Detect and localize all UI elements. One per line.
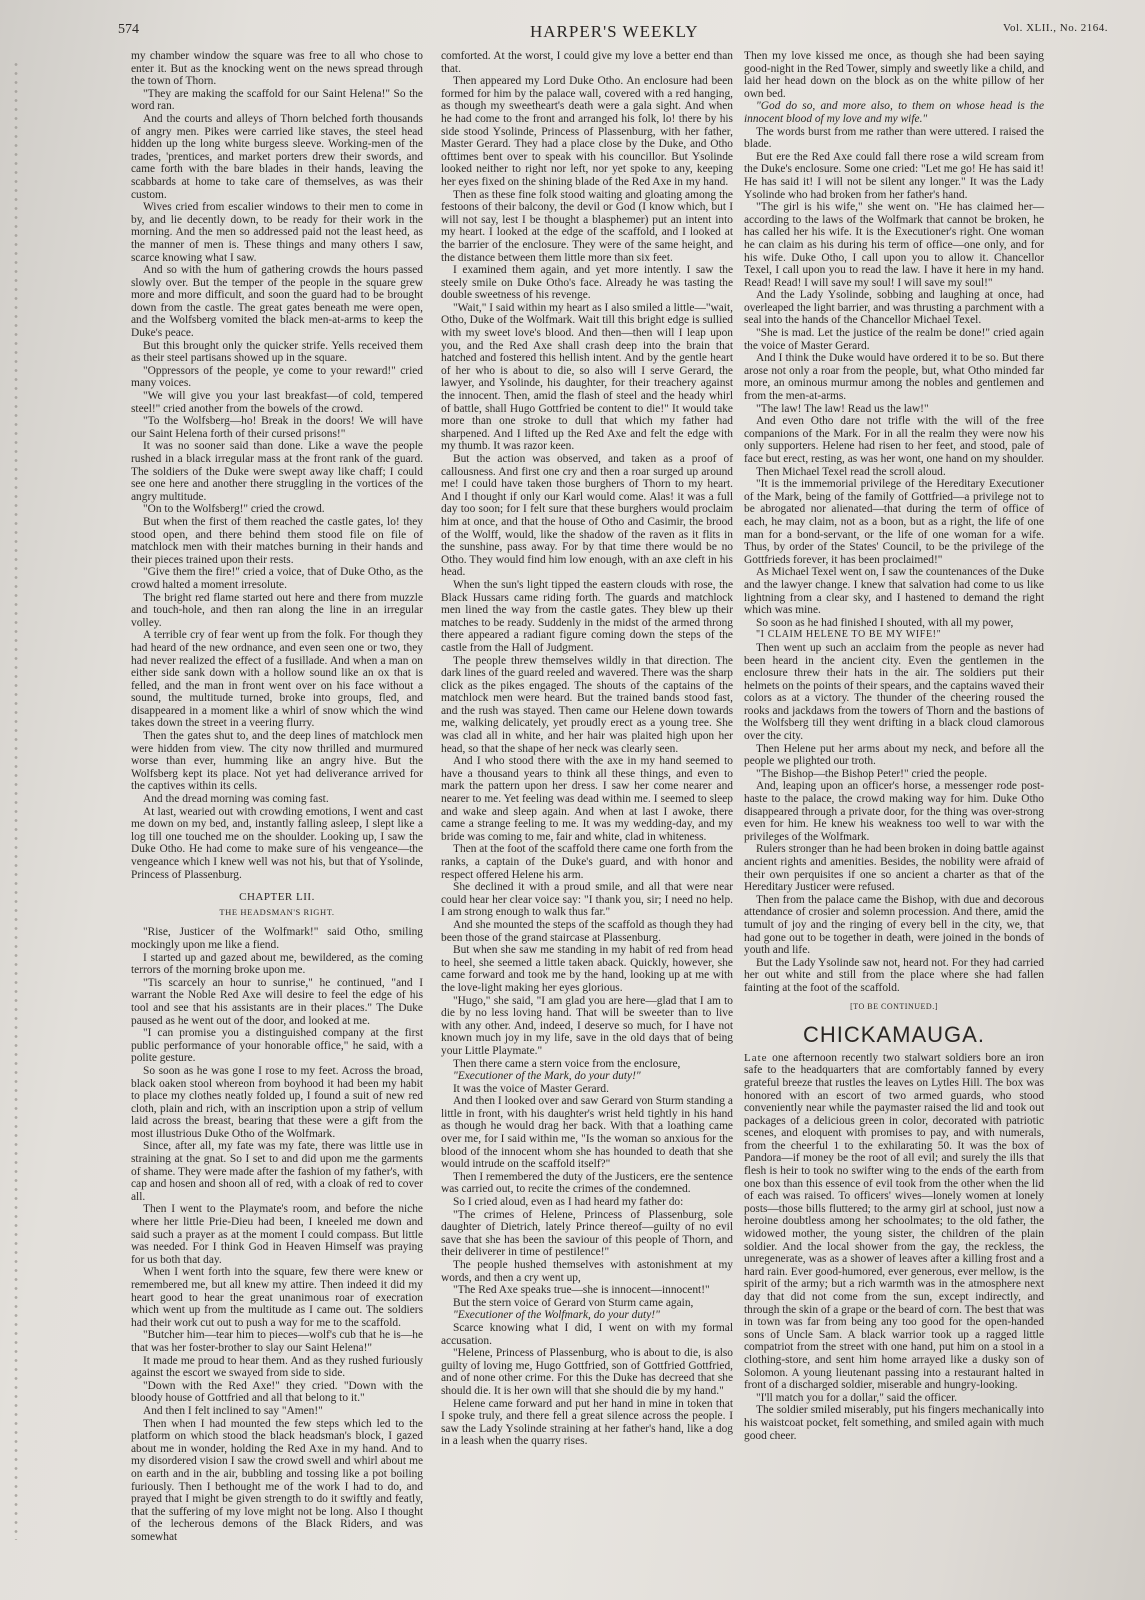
paragraph: So I cried aloud, even as I had heard my father do:	[453, 1196, 684, 1209]
chapter-heading: CHAPTER LII.	[239, 891, 315, 904]
paragraph: And then I felt inclined to say "Amen!"	[143, 1404, 323, 1417]
paragraph: And she mounted the steps of the scaffold as though they had been those of the grand staircase at Plassenburg.	[441, 918, 733, 944]
paragraph: "The girl is his wife," she went on. "He has claimed her—according to the laws of the Wolfmark that cannot be broken, he has called her his wife. It is the Executioner's right. One woman he can claim as his during his term of office—one only, and for his wife. Duke Otho, I call upon you to allow it. Chancellor Texel, I call upon you to read the law. I have it here in my hand. Read! Read! I will save my soul! I will save my soul!"	[744, 201, 1044, 289]
paragraph: A terrible cry of fear went up from the folk. For though they had heard of the new ordnance, and even seen one or two, they had never realized the effect of a fusillade. And when a man on either side sank down with a hollow sound like an ox that is felled, and the man in front went over on his face without a sound, the multitude turned, broke into groups, fled, and disappeared in a moment like a whirl of snow which the wind takes down the street in a veering flurry.	[131, 629, 423, 730]
paragraph-body: one afternoon recently two stalwart soldiers bore an iron safe to the headquarters that are comfortably fanned by every grateful breeze that rustles the leaves on Lytles Hill. The box was honored with an escort of two armed guards, who stood conveniently near while the paymaster raised the lid and took out packages of a delicious green in color, decorated with patriotic scenes, and eloquent with promises to pay, and with numerals, from the cheerful 1 to the exhilarating 50. It was the box of Pandora—if money be the root of all evil; and surely the ills that flesh is heir to took no swifter wing to the ends of the earth from one box than this essence of evil took from the other when the lid of each was raised. To officers' wives—lonely women at lonely posts—those bills fluttered; to the army girl at school, just now a heroine doubtless among her schoolmates; to the old father, the widowed mother, the young sister, the children of the plain soldier. And the local shower from the gay, the reckless, the unregenerate, was as a shower of leaves after a killing frost and a hard rain. Ever good-humored, ever generous, ever mellow, is the spirit of the army; but a rich warmth was in the atmosphere next day that did not come from the sun, except indirectly, and through the skin of a grape or the beard of corn. The best that was in town was far from being any too good for the open-handed sons of Uncle Sam. A black warrior took up a ragged little compatriot from the street with one hand, put him on a stool in a clothing-store, and sent him home arrayed like a dusky son of Solomon. A young lieutenant passing into a restaurant halted in front of a discharged soldier, miserable and hungry-looking.	[744, 1051, 1044, 1392]
paragraph: As Michael Texel went on, I saw the countenances of the Duke and the lawyer change. I knew that salvation had come to us like lightning from a clear sky, and I hastened to demand the right which was mine.	[744, 566, 1044, 617]
article-title: CHICKAMAUGA.	[803, 1022, 985, 1048]
paragraph: "Helene, Princess of Plassenburg, who is about to die, is also guilty of loving me, Hugo Gottfried, son of Gottfried Gottfried, and of none other crime. For this the Duke has decreed that she should die. It is her own will that she should die by my hand."	[441, 1347, 733, 1397]
paragraph: Then at the foot of the scaffold there came one forth from the ranks, a captain of the Duke's guard, and with honor and respect offered Helene his arm.	[441, 843, 733, 881]
paragraph: "Oppressors of the people, ye come to your reward!" cried many voices.	[131, 364, 423, 390]
paragraph: "The crimes of Helene, Princess of Plassenburg, sole daughter of Dietrich, lately Prince thereof—guilty of no evil save that she has been the saviour of this people of Thorn, and their deliverer in time of pestilence!"	[441, 1208, 733, 1259]
paragraph: "She is mad. Let the justice of the realm be done!" cried again the voice of Master Gerard.	[744, 327, 1044, 352]
paragraph: She declined it with a proud smile, and all that were near could hear her clear voice say: "I thank you, sir; I need no help. I am strong enough to walk thus far."	[441, 881, 733, 919]
paragraph: Helene came forward and put her hand in mine in token that I spoke truly, and there fell a great silence across the people. I saw the Lady Ysolinde straining at her father's hand, like a dog in a leash when the quarry rises.	[441, 1397, 733, 1448]
paragraph: "The Red Axe speaks true—she is innocent—innocent!"	[453, 1284, 710, 1297]
paragraph: "Down with the Red Axe!" they cried. "Down with the bloody house of Gottfried and all that belong to it."	[131, 1379, 423, 1405]
paragraph: It was the voice of Master Gerard.	[453, 1082, 609, 1095]
text-column-3	[744, 50, 1044, 1442]
page-header	[118, 22, 1118, 50]
paragraph: "To the Wolfsberg—ho! Break in the doors! We will have our Saint Helena forth of their cursed prisons!"	[131, 415, 423, 440]
paragraph: But the stern voice of Gerard von Sturm came again,	[453, 1296, 694, 1309]
paragraph: And I who stood there with the axe in my hand seemed to have a thousand years to think all these things, and even to mark the pattern upon her dress. I saw her come nearer and nearer to me. Yet feeling was dead within me. I seemed to sleep and wake and sleep again. And when at last I awoke, there came a strange feeling to me. It was my wedding-day, and my bride was coming to me, fair and white, clad in whiteness.	[441, 755, 733, 843]
paragraph: "Wait," I said within my heart as I also smiled a little—"wait, Otho, Duke of the Wolfmark. Wait till this bright edge is sullied with my sweet love's blood. And then—then will I leap upon you, and the Red Axe shall crash deep into the brain that hatched and fostered this hellish intent. And by the gentle heart of her who is about to die, so also will I serve Gerard, the lawyer, and Ysolinde, his daughter, for their treachery against the innocent. Then, amid the flash of steel and the heady whirl of battle, shall Hugo Gottfried be content to die!" It would take more than one stroke to dull that which my father had sharpened. And I lifted up the Red Axe and felt the edge with my thumb. It was razor keen.	[441, 301, 733, 453]
paragraph: The soldier smiled miserably, put his fingers mechanically into his waistcoat pocket, felt something, and smiled again with much good cheer.	[744, 1404, 1044, 1442]
italic-quote: "Executioner of the Mark, do your duty!"	[453, 1070, 641, 1083]
small-caps-line: "I CLAIM HELENE TO BE MY WIFE!"	[756, 629, 942, 641]
paragraph: Then there came a stern voice from the enclosure,	[453, 1057, 681, 1070]
paragraph: "I can promise you a distinguished company at the first public performance of your honorable office," he said, with a polite gesture.	[131, 1027, 423, 1065]
paragraph: And even Otho dare not trifle with the will of the free companions of the Mark. For in all the realm they were now his only supporters. Helene had risen to her feet, and stood, pale of face but erect, resting, as was her wont, one hand on my shoulder.	[744, 415, 1044, 465]
paragraph: Then Helene put her arms about my neck, and before all the people we plighted our troth.	[744, 742, 1044, 768]
text-column-1	[131, 50, 423, 1543]
paragraph: But this brought only the quicker strife. Yells received them as their steel partisans showed up in the square.	[131, 339, 423, 365]
to-be-continued-note: [TO BE CONTINUED.]	[850, 1001, 938, 1011]
paragraph: "It is the immemorial privilege of the Hereditary Executioner of the Mark, being of the family of Gottfried—a privilege not to be abrogated nor alienated—that during the term of office of each, he may claim, not as a boon, but as a right, the life of one man for a bond-servant, or the life of one woman for a wife. Thus, by order of the States' Council, to be the privilege of the Gottfrieds forever, it has been proclaimed!"	[744, 478, 1044, 566]
paragraph: It was no sooner said than done. Like a wave the people rushed in a black irregular mass at the front rank of the guard. The soldiers of the Duke were swept away like chaff; I could see one here and another there struggling in the vortices of the angry multitude.	[131, 440, 423, 503]
paragraph: And the courts and alleys of Thorn belched forth thousands of angry men. Pikes were carried like staves, the steel head hidden up the long white burgess sleeve. Working-men of the trades, 'prentices, and market porters drew their swords, and came forth with the bare blades in their hands, leaving the scabbards at home to take care of themselves, as was their custom.	[131, 112, 423, 201]
text-column-2	[441, 50, 733, 1448]
paragraph: But the Lady Ysolinde saw not, heard not. For they had carried her out white and still from the place where she had fallen fainting at the foot of the scaffold.	[744, 956, 1044, 994]
paragraph: Then as these fine folk stood waiting and gloating among the festoons of their balcony, the devil or God (I know which, but I will not say, lest I be thought a blasphemer) put an intent into my heart. I looked at the edge of the scaffold, and I looked at the barrier of the enclosure. They were of the same height, and the distance between them little more than six feet.	[441, 188, 733, 264]
paragraph: The people threw themselves wildly in that direction. The dark lines of the guard reeled and wavered. There was the sharp click as the pikes engaged. The shouts of the captains of the matchlock men were heard. But the trained bands stood fast, and the rush was stayed. Then came our Helene down towards me, walking delicately, yet proudly erect as a young tree. She was clad all in white, and her hair was plaited high upon her head, so that the shape of her neck was clearly seen.	[441, 654, 733, 755]
paragraph: I examined them again, and yet more intently. I saw the steely smile on Duke Otho's face. Already he was tasting the double sweetness of his revenge.	[441, 264, 733, 302]
paragraph: Scarce knowing what I did, I went on with my formal accusation.	[441, 1321, 733, 1347]
paragraph: The words burst from me rather than were uttered. I raised the blade.	[744, 125, 1044, 151]
paragraph: And I think the Duke would have ordered it to be so. But there arose not only a roar from the people, but, what Otho minded far more, an ominous murmur among the nobles and gentlemen and from the men-at-arms.	[744, 352, 1044, 403]
italic-quote: "Executioner of the Wolfmark, do your duty!"	[453, 1309, 660, 1322]
paragraph: "Butcher him—tear him to pieces—wolf's cub that he is—he that was her foster-brother to slay our Saint Helena!"	[131, 1329, 423, 1354]
paragraph: Wives cried from escalier windows to their men to come in by, and lie decently down, to be ready for their work in the morning. And the men so addressed paid not the least heed, as the manner of men is. These things and many others I saw, scarce knowing what I saw.	[131, 201, 423, 264]
paragraph: The bright red flame started out here and there from muzzle and touch-hole, and then ran along the line in an irregular volley.	[131, 591, 423, 629]
paragraph: I started up and gazed about me, bewildered, as the coming terrors of the morning broke upon me.	[131, 951, 423, 977]
publication-title: HARPER'S WEEKLY	[530, 22, 699, 41]
paragraph: Then went up such an acclaim from the people as never had been heard in the ancient city. Even the gentlemen in the enclosure threw their hats in the air. The soldiers put their helmets on the points of their spears, and the captains waved their colors as at a victory. The thunder of the cheering roused the rooks and jackdaws from the towers of Thorn and the bastions of the Wolfsberg till they went drifting in a black cloud clamorous over the city.	[744, 641, 1044, 743]
paragraph: Then my love kissed me once, as though she had been saying good-night in the Red Tower, simply and sweetly like a child, and laid her head down on the block as on the white pillow of her own bed.	[744, 50, 1045, 100]
paragraph: "We will give you your last breakfast—of cold, tempered steel!" cried another from the bowels of the crowd.	[131, 390, 423, 415]
paragraph: And the Lady Ysolinde, sobbing and laughing at once, had overleaped the light barrier, and was thrusting a parchment with a seal into the hands of the Chancellor Michael Texel.	[744, 289, 1044, 327]
paragraph: "The Bishop—the Bishop Peter!" cried the people.	[756, 767, 988, 780]
paragraph: comforted. At the worst, I could give my love a better end than that.	[441, 50, 733, 75]
page-number: 574	[118, 22, 139, 37]
paragraph	[744, 1052, 1044, 1392]
paragraph: "The law! The law! Read us the law!"	[756, 402, 929, 415]
paragraph: But when the first of them reached the castle gates, lo! they stood open, and there behind them stood file on file of matchlock men with their matches burning in their hands and their pieces trained upon their rests.	[131, 515, 423, 566]
paragraph: Then I went to the Playmate's room, and before the niche where her little Prie-Dieu had been, I kneeled me down and said such a prayer as at the moment I could compass. But little was needed. For I think God in Heaven Himself was praying for us both that day.	[131, 1203, 423, 1266]
paragraph: "They are making the scaffold for our Saint Helena!" So the word ran.	[131, 87, 423, 113]
paragraph: When I went forth into the square, few there were knew or remembered me, but all knew my attire. Then indeed it did my heart good to hear the great unanimous roar of execration which went up from the multitude as I came out. The soldiers had their work cut out to push a way for me to the scaffold.	[131, 1266, 423, 1329]
paragraph: Then the gates shut to, and the deep lines of matchlock men were hidden from view. The city now thrilled and murmured worse than ever, humming like an angry hive. But the Wolfsberg kept its place. Not yet had deliverance arrived for the captives within its cells.	[131, 730, 423, 793]
paragraph: And the dread morning was coming fast.	[143, 793, 329, 806]
paragraph: "I'll match you for a dollar," said the officer.	[756, 1391, 958, 1404]
volume-number: Vol. XLII., No. 2164.	[1002, 22, 1108, 34]
paragraph: And so with the hum of gathering crowds the hours passed slowly over. But the temper of the people in the square grew more and more difficult, and soon the guard had to be brought down from the castle. The great gates beneath me were open, and the Wolfsberg vomited the black men-at-arms to keep the Duke's peace.	[131, 264, 423, 340]
binding-perforations	[13, 60, 19, 1540]
paragraph: But when she saw me standing in my habit of red from head to heel, she seemed a little taken aback. Quickly, however, she came forward and took me by the hand, looking up at me with the love-light making her eyes glorious.	[441, 944, 733, 994]
paragraph: "On to the Wolfsberg!" cried the crowd.	[143, 503, 325, 516]
paragraph: But ere the Red Axe could fall there rose a wild scream from the Duke's enclosure. Some one cried: "Let me go! He has said it! He has said it! I will not be silent any longer." It was the Lady Ysolinde who had broken from her father's hand.	[744, 150, 1044, 201]
paragraph: And then I looked over and saw Gerard von Sturm standing a little in front, with his daughter's wrist held tightly in his hand as though he would drag her back. With that a loathing came over me, for I said within me, "Is the woman so anxious for the blood of the innocent whom she has hounded to death that she would intrude on the scaffold itself?"	[441, 1095, 733, 1171]
paragraph: "Hugo," she said, "I am glad you are here—glad that I am to die by no less loving hand. That will be sweeter than to live with any other. And, indeed, I deserve so much, for I have not known much joy in my life, save in the old days that of being your Little Playmate."	[441, 994, 733, 1057]
paragraph: Rulers stronger than he had been broken in doing battle against ancient rights and amenities. Besides, the nobility were afraid of their own perquisites if one so ancient a charter as that of the Hereditary Justicer were refused.	[744, 843, 1044, 894]
paragraph: Then Michael Texel read the scroll aloud.	[756, 465, 946, 478]
paragraph: At last, wearied out with crowding emotions, I went and cast me down on my bed, and, instantly falling asleep, I slept like a log till one touched me on the shoulder. Looking up, I saw the Duke Otho. He had come to make sure of his vengeance—the vengeance which I knew well was not his, but that of Ysolinde, Princess of Plassenburg.	[131, 805, 423, 881]
paragraph: So soon as he had finished I shouted, with all my power,	[756, 616, 1014, 629]
chapter-subtitle: THE HEADSMAN'S RIGHT.	[219, 906, 335, 917]
paragraph: "Rise, Justicer of the Wolfmark!" said Otho, smiling mockingly upon me like a fiend.	[131, 926, 423, 951]
paragraph: Since, after all, my fate was my fate, there was little use in straining at the gnat. So I set to and did upon me the garments of shame. They were made after the fashion of my father's, with cap and hosen and shoon all of red, with a cloak of red to cover all.	[131, 1140, 423, 1203]
paragraph: It made me proud to hear them. And as they rushed furiously against the escort we swayed from side to side.	[131, 1354, 423, 1380]
paragraph: Then when I had mounted the few steps which led to the platform on which stood the black headsman's block, I gazed about me in wonder, holding the Red Axe in my hand. And to my disordered vision I saw the crowd swell and whirl about me on earth and in the air, bubbling and tossing like a pot boiling furiously. Then I bethought me of the work I had to do, and prayed that I might be given strength to do it swiftly and featly, that the suffering of my love might not be long. Also I thought of the lecherous demons of the Black Riders, and was somewhat	[131, 1417, 423, 1543]
paragraph: Then appeared my Lord Duke Otho. An enclosure had been formed for him by the palace wall, covered with a red hanging, as though my sweetheart's death were a gala sight. And when he had come to the front and arranged his folk, lo! there by his side stood Ysolinde, Princess of Plassenburg, with her father, Master Gerard. They had a place close by the Duke, and Otho ofttimes bent over to speak with his councillor. But Ysolinde looked neither to right nor left, nor yet spoke to any, keeping her eyes fixed on the shining blade of the Red Axe in my hand.	[441, 75, 733, 188]
italic-quote: "God do so, and more also, to them on whose head is the innocent blood of my love and my wife."	[744, 100, 1044, 125]
paragraph: Then from the palace came the Bishop, with due and decorous attendance of crosier and solemn procession. And there, amid the tumult of joy and the ringing of every bell in the city, we, that had gone out to be together in death, were joined in the bonds of youth and life.	[744, 893, 1044, 957]
paragraph: So soon as he was gone I rose to my feet. Across the broad, black oaken stool whereon from boyhood it had been my habit to place my clothes neatly folded up, I found a suit of new red cloth, plain and rich, with an inscription upon a strip of vellum laid across the breast, bearing that these were a gift from the most illustrious Duke Otho of the Wolfmark.	[131, 1064, 423, 1140]
paragraph: When the sun's light tipped the eastern clouds with rose, the Black Hussars came riding forth. The guards and matchlock men lined the way from the castle gates. They blew up their matches to be ready. Suddenly in the midst of the armed throng there appeared a radiant figure coming down the steps of the castle from the Hall of Judgment.	[441, 578, 733, 654]
paragraph: And, leaping upon an officer's horse, a messenger rode post-haste to the palace, the crowd making way for him. Duke Otho disappeared through a private door, for the thing was over-strong even for him. He knew his weakness too well to war with the privileges of the Wolfmark.	[744, 780, 1044, 843]
paragraph: Then I remembered the duty of the Justicers, ere the sentence was carried out, to recite the crimes of the condemned.	[441, 1170, 733, 1196]
paragraph: But the action was observed, and taken as a proof of callousness. And first one cry and then a roar surged up around me! I could have taken those burghers of Thorn to my heart. And I thought if only our Karl would come. Alas! it was a full day too soon; for I felt sure that these burghers would proclaim him at once, and that the house of Otho and Casimir, the brood of the Wolff, would, like the shadow of the raven as it flits in the sunshine, pass away. For by that time there would be no Otho. They would find him low enough, with an axe cleft in his head.	[441, 453, 733, 579]
paragraph: my chamber window the square was free to all who chose to enter it. But as the knocking went on the news spread through the town of Thorn.	[131, 50, 423, 88]
paragraph: "Give them the fire!" cried a voice, that of Duke Otho, as the crowd halted a moment irresolute.	[131, 566, 423, 591]
lead-word: Late	[744, 1051, 768, 1064]
paragraph: The people hushed themselves with astonishment at my words, and then a cry went up,	[441, 1259, 733, 1284]
paragraph: "Tis scarcely an hour to sunrise," he continued, "and I warrant the Noble Red Axe will desire to feel the edge of his tool and see that his assistants are in their places." The Duke paused as he went out of the door, and looked at me.	[131, 976, 423, 1027]
